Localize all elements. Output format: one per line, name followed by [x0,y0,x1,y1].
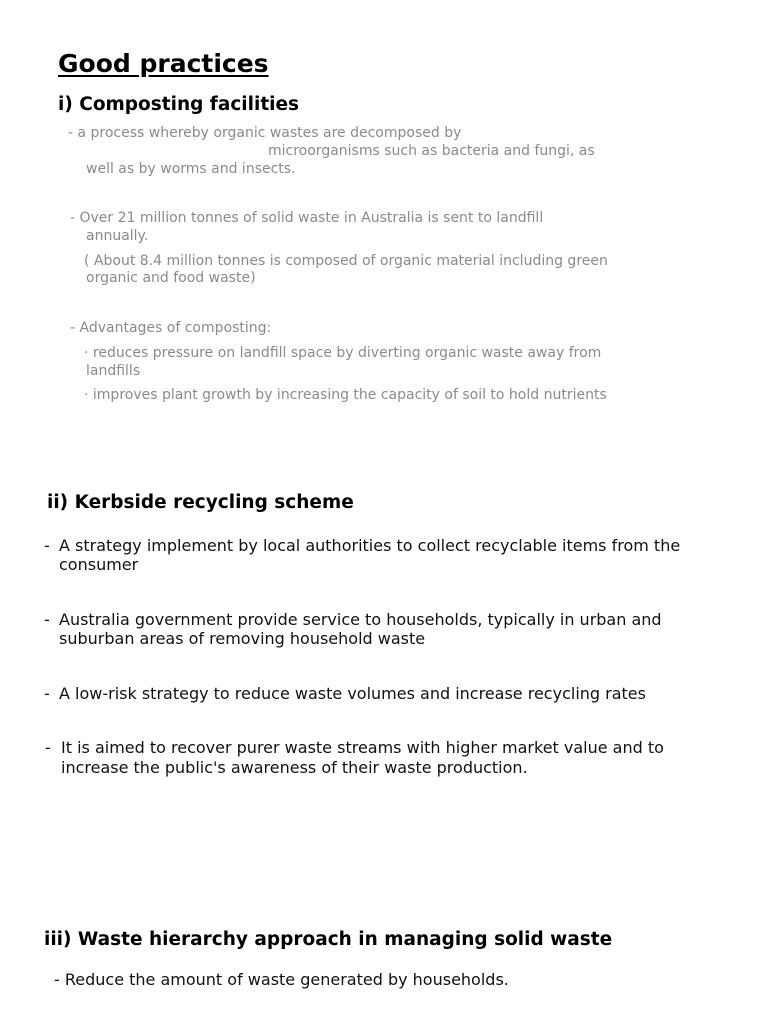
kerbside-line: Australia government provide service to households, typically in urban and [59,610,662,629]
list-bullet: - [45,738,51,757]
page-title: Good practices [58,49,269,78]
kerbside-line: A strategy implement by local authorities to collect recyclable items from the [59,536,681,555]
composting-line: - Over 21 million tonnes of solid waste in Australia is sent to landfill [70,210,544,226]
composting-line: well as by worms and insects. [86,161,296,177]
composting-line: organic and food waste) [86,270,256,286]
kerbside-line: It is aimed to recover purer waste streams with higher market value and to [61,738,664,757]
section-heading-waste-hierarchy: iii) Waste hierarchy approach in managing solid waste [44,929,613,950]
composting-line: - Advantages of composting: [70,320,272,336]
waste-hierarchy-line: - Reduce the amount of waste generated by households. [54,970,509,989]
list-bullet: - [44,610,50,629]
composting-line: · improves plant growth by increasing the capacity of soil to hold nutrients [84,387,607,403]
composting-line: microorganisms such as bacteria and fungi, as [268,143,595,159]
section-heading-kerbside: ii) Kerbside recycling scheme [47,492,354,513]
composting-line: - a process whereby organic wastes are decomposed by [68,125,462,141]
composting-line: landfills [86,363,141,379]
list-bullet: - [44,536,50,555]
composting-line: annually. [86,228,149,244]
composting-line: ( About 8.4 million tonnes is composed of organic material including green [84,253,608,269]
composting-line: · reduces pressure on landfill space by diverting organic waste away from [84,345,602,361]
list-bullet: - [44,684,50,703]
kerbside-line: suburban areas of removing household waste [59,629,426,648]
kerbside-line: consumer [59,555,139,574]
kerbside-line: increase the public's awareness of their waste production. [61,758,528,777]
kerbside-line: A low-risk strategy to reduce waste volumes and increase recycling rates [59,684,646,703]
section-heading-composting: i) Composting facilities [58,94,300,115]
